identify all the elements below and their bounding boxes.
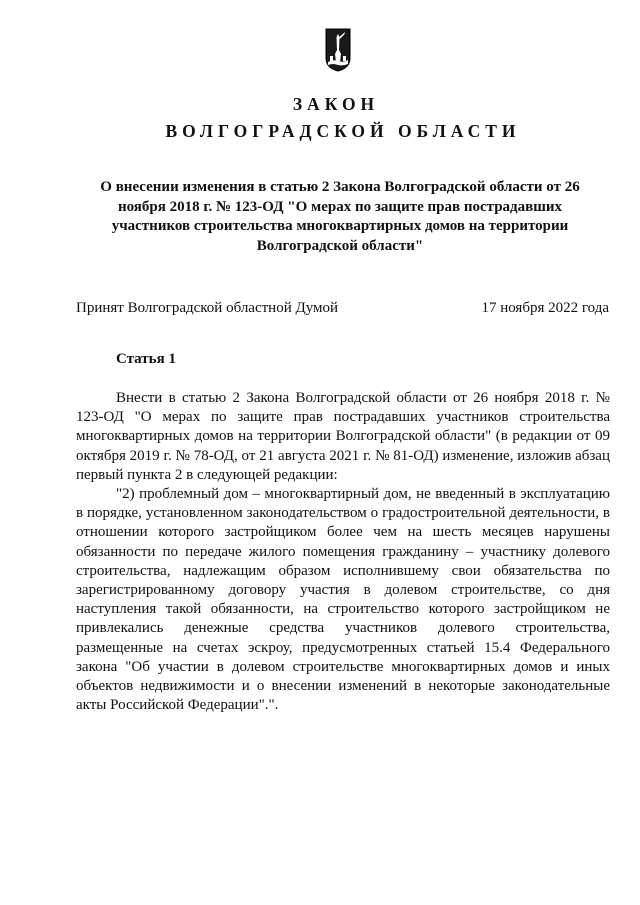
region-title: ВОЛГОГРАДСКОЙ ОБЛАСТИ <box>165 121 521 141</box>
paragraph-amendment: Внести в статью 2 Закона Волгоградской области от 26 ноября 2018 г. № 123-ОД "О мерах по защите прав пострадавших участников строительства многоквартирных домов на территории Волгоградской области" (в редакции от 09 октября 2019 г. № 78-ОД, от 21 августа 2021 г. № 81-ОД) изменение, изложив абзац первый пункта 2 в следующей редакции: <box>76 390 610 483</box>
law-title: ЗАКОН <box>292 94 380 114</box>
adopted-by: Принят Волгоградской областной Думой <box>76 300 339 316</box>
volgograd-coat-of-arms-icon <box>324 28 352 72</box>
paragraph-definition: "2) проблемный дом – многоквартирный дом, не введенный в эксплуатацию в порядке, установленном законодательством о градостроительной деятельности, в отношении которого застройщиком более чем на шесть месяцев нарушены обязанности по передаче жилого помещения гражданину – участнику долевого строительства, надлежащим образом исполнившему свои обязательства по зарегистрированному договору участия в долевом строительстве, со дня наступления такой обязанности, на строительство которого застройщиком не привлекались денежные средства участников долевого строительства, размещенные на счетах эскроу, предусмотренных статьей 15.4 Федерального закона "Об участии в долевом строительстве многоквартирных домов и иных объектов недвижимости и о внесении изменений в некоторые законодательные акты Российской Федерации".". <box>76 486 610 714</box>
article-body <box>76 389 610 715</box>
adopted-date: 17 ноября 2022 года <box>481 300 609 316</box>
article-heading: Статья 1 <box>116 351 176 367</box>
document-subtitle: О внесении изменения в статью 2 Закона Волгоградской области от 26 ноября 2018 г. № 123-ОД "О мерах по защите прав пострадавших участников строительства многоквартирных домов на территории Волгоградской области" <box>100 179 580 254</box>
